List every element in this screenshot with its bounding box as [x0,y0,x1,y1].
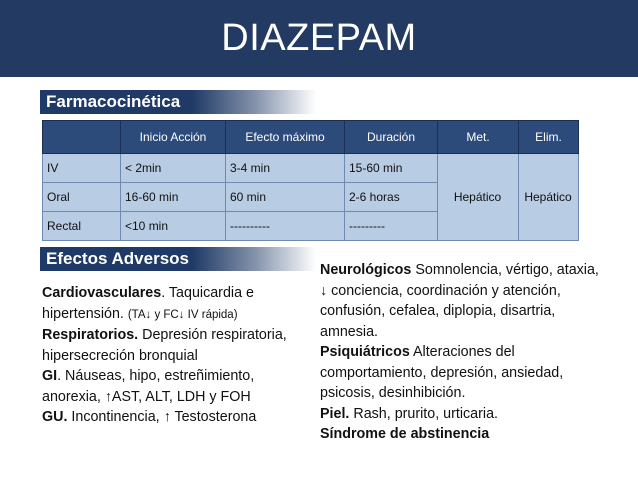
gu-text: Incontinencia, ↑ Testosterona [67,409,257,425]
section-pharmacokinetics [40,90,316,114]
table-cell: 3-4 min [226,154,345,183]
neuro-label: Neurológicos [320,262,412,278]
piel-text: Rash, prurito, urticaria. [349,405,498,422]
table-row [43,154,579,183]
table-cell: Oral [43,183,121,212]
column-header: Efecto máximo [226,121,345,154]
title-bar [0,0,638,77]
table-cell: Rectal [43,212,121,241]
column-header: Met. [438,121,519,154]
adverse-effects-right [320,260,600,445]
gi-label: GI [42,368,58,384]
table-cell: <10 min [121,212,226,241]
gi-text: . Náuseas, hipo, estreñimiento, anorexia, ↑AST, ALT, LDH y FOH [42,368,255,405]
piel-label: Piel. [320,405,350,422]
table-cell: 60 min [226,183,345,212]
column-header [43,121,121,154]
table-cell: 15-60 min [345,154,438,183]
abstinence-label: Síndrome de abstinencia [320,426,490,442]
pharmacokinetics-table [42,120,579,241]
resp-text: Depresión respiratoria, hipersecreción bronquial [42,327,287,364]
table-header-row [43,121,579,154]
table-cell: ---------- [226,212,345,241]
elim-cell: Hepático [519,154,579,241]
met-cell: Hepático [438,154,519,241]
resp-label: Respiratorios. [42,327,139,343]
column-header: Duración [345,121,438,154]
page-title: DIAZEPAM [221,17,417,59]
column-header: Inicio Acción [121,121,226,154]
gu-label: GU. [42,409,68,425]
adverse-effects-left [42,283,312,428]
section-title: Efectos Adversos [46,249,189,268]
neuro-text: Somnolencia, vértigo, ataxia, ↓ conciencia, coordinación y atención, confusión, cefalea, diplopia, disartria, amnesia. [320,262,599,340]
table-cell: IV [43,154,121,183]
column-header: Elim. [519,121,579,154]
section-adverse-effects [40,247,316,271]
cardio-label: Cardiovasculares [42,285,162,301]
psiq-text: Alteraciones del comportamiento, depresión, ansiedad, psicosis, desinhibición. [320,344,564,401]
table-cell: --------- [345,212,438,241]
cardio-note: (TA↓ y FC↓ IV rápida) [127,308,238,321]
section-title: Farmacocinética [46,92,181,111]
cardio-text: . Taquicardia e hipertensión. [42,285,254,322]
psiq-label: Psiquiátricos [320,344,410,360]
table-cell: < 2min [121,154,226,183]
table-cell: 2-6 horas [345,183,438,212]
table-cell: 16-60 min [121,183,226,212]
